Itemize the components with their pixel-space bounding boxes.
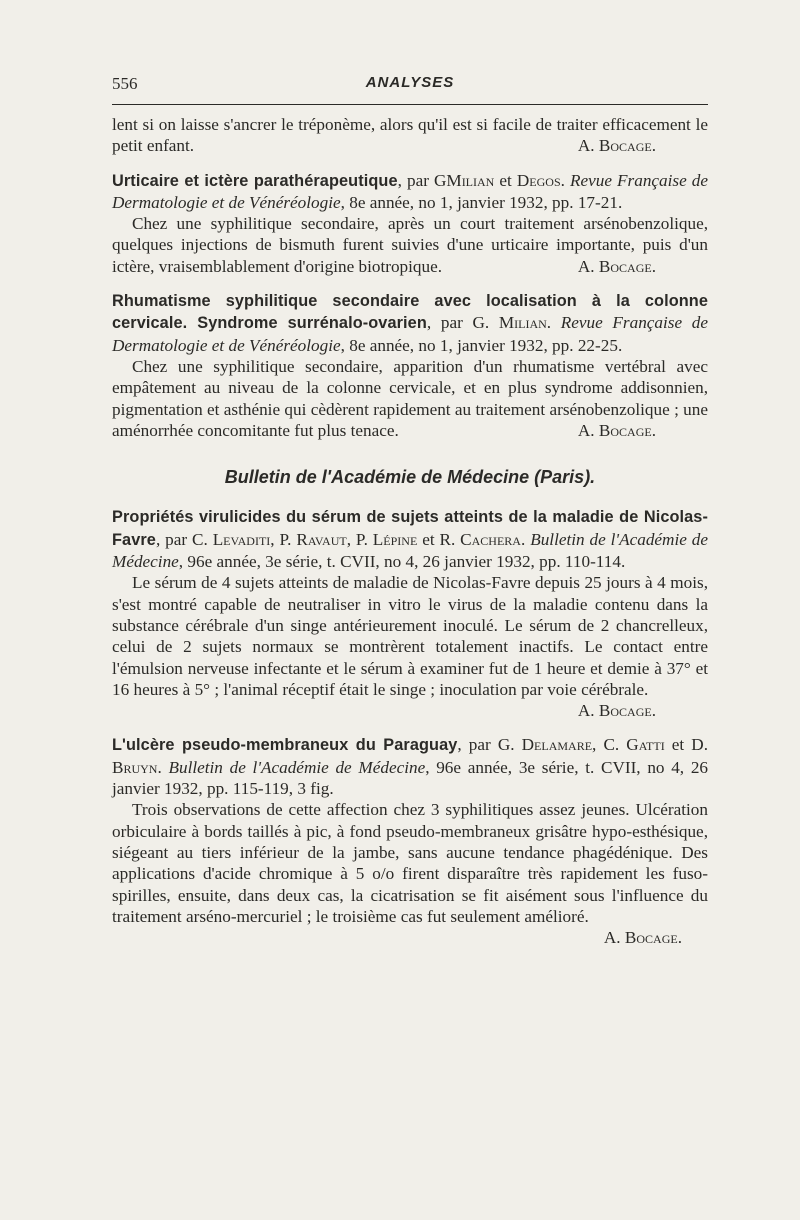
- article-body: Trois observations de cette affection chez 3 syphilitiques assez jeunes. Ulcération orbiculaire à bords taillés à pic, à fond pseudo-membraneux grisâtre hypo-esthésique, siégeant au tiers inférieur de la jambe, sans aucune tendance phagédénique. Des applications d'acide chromique à 5 o/o firent disparaître très rapidement les fuso-spirilles, ensuite, dans deux cas, la cicatrisation se fit aisément sous l'influence du traitement arséno-mercuriel ; le troisième cas fut seulement amélioré.: [112, 800, 708, 926]
- running-title: ANALYSES: [365, 74, 455, 91]
- article-authors: Levaditi, P. Ravaut, P. Lépine: [212, 529, 418, 549]
- page-content: [112, 114, 708, 948]
- article-signature: A. Bocage.: [577, 701, 656, 721]
- intro-text: lent si on laisse s'ancrer le tréponème, alors qu'il est si facile de traiter efficacement le petit enfant.: [112, 115, 708, 156]
- article-title: L'ulcère pseudo-membraneux du Paraguay: [112, 736, 458, 755]
- header-rule: [112, 104, 708, 105]
- article-journal: Revue Française de Dermatologie et de Vénéréologie: [112, 170, 709, 212]
- article-signature: A. Bocage.: [577, 256, 656, 276]
- article-authors: Delamare, C. Gatti: [521, 735, 665, 755]
- article-journal: Bulletin de l'Académie de Médecine: [112, 529, 708, 572]
- article-title: Rhumatisme syphilitique secondaire avec localisation à la colonne cervicale. Syndrome surrénalo-ovarien: [112, 292, 708, 333]
- article-heading: Rhumatisme syphilitique secondaire avec localisation à la colonne cervicale. Syndrome surrénalo-ovarien, par G. Milian. Revue Française de Dermatologie et de Vénéréologie, 8e année, no 1, janvier 1932, pp. 22-25.: [112, 292, 708, 355]
- page-header: [112, 70, 708, 100]
- page-number: 556: [112, 74, 138, 93]
- article-journal: Revue Française de Dermatologie et de Vénéréologie: [112, 313, 708, 355]
- section-title: Bulletin de l'Académie de Médecine (Paris).: [224, 467, 596, 488]
- article-authors-2: Bruyn: [112, 757, 158, 777]
- article-body: Chez une syphilitique secondaire, après un court traitement arsénobenzolique, quelques injections de bismuth furent suivies d'une urticaire importante, puis d'un ictère, vraisemblablement d'origine biotropique. A. Bocage.: [112, 214, 708, 276]
- intro-signature: A. Bocage.: [577, 136, 656, 156]
- article-reference: , 8e année, no 1, janvier 1932, pp. 22-25.: [340, 335, 623, 355]
- article-authors-2: Cachera: [460, 529, 521, 549]
- article-authors-2: Degos: [516, 170, 561, 190]
- article-signature: A. Bocage.: [577, 420, 656, 440]
- intro-paragraph: [112, 114, 708, 157]
- article-signature: A. Bocage.: [603, 928, 682, 948]
- article-body: Le sérum de 4 sujets atteints de maladie de Nicolas-Favre depuis 25 jours à 4 mois, s'est montré capable de neutraliser in vitro le virus de la maladie contenu dans la substance cérébrale d'un singe antérieurement inoculé. Le sérum de 2 chancrelleux, celui de 2 sujets normaux se montrèrent totalement inactifs. Le contact entre l'émulsion nerveuse infectante et le sérum à examiner fut de 1 heure et demie à 37° et 16 heures à 5° ; l'animal réceptif était le singe ; inoculation par voie cérébrale. A. Bocage.: [112, 573, 708, 721]
- article-authors: Milian: [446, 170, 495, 190]
- article-heading: Propriétés virulicides du sérum de sujets atteints de la maladie de Nicolas-Favre, par C. Levaditi, P. Ravaut, P. Lépine et R. Cachera. Bulletin de l'Académie de Médecine, 96e année, 3e série, t. CVII, no 4, 26 janvier 1932, pp. 110-114.: [112, 508, 708, 572]
- article-reference: , 8e année, no 1, janvier 1932, pp. 17-21.: [340, 192, 623, 212]
- article-nicolas-favre: [112, 506, 708, 721]
- article-journal: Bulletin de l'Académie de Médecine: [168, 757, 426, 777]
- article-heading: Urticaire et ictère parathérapeutique, par GMilian et Degos. Revue Française de Dermatologie et de Vénéréologie, 8e année, no 1, janvier 1932, pp. 17-21.: [112, 170, 709, 212]
- article-urticaire: [112, 170, 708, 277]
- article-reference: , 96e année, 3e série, t. CVII, no 4, 26 janvier 1932, pp. 115-119, 3 fig.: [112, 757, 709, 799]
- article-heading: L'ulcère pseudo-membraneux du Paraguay, par G. Delamare, C. Gatti et D. Bruyn. Bulletin de l'Académie de Médecine, 96e année, 3e série, t. CVII, no 4, 26 janvier 1932, pp. 115-119, 3 fig.: [112, 735, 709, 799]
- article-body: Chez une syphilitique secondaire, apparition d'un rhumatisme vertébral avec empâtement au niveau de la colonne cervicale, et en plus syndrome addisonnien, pigmentation et asthénie qui cèdèrent rapidement au traitement arsénobenzolique ; une aménorrhée concomitante fut plus tenace. A. Bocage.: [112, 356, 708, 440]
- article-authors: Milian: [498, 313, 547, 333]
- article-title: Propriétés virulicides du sérum de sujets atteints de la maladie de Nicolas-Favre: [112, 508, 708, 549]
- article-rhumatisme: [112, 290, 708, 441]
- article-paraguay: [112, 734, 708, 948]
- article-reference: , 96e année, 3e série, t. CVII, no 4, 26 janvier 1932, pp. 110-114.: [178, 552, 626, 572]
- article-title: Urticaire et ictère parathérapeutique: [112, 171, 398, 190]
